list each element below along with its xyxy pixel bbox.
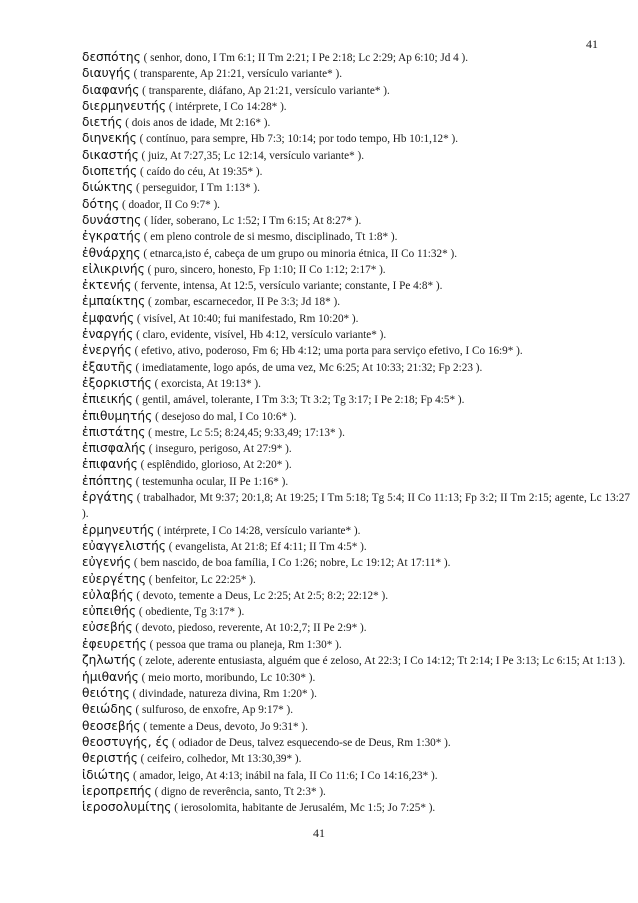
entry-definition: ( imediatamente, logo após, de uma vez, Mc 6:25; At 10:33; 21:32; Fp 2:23 ). <box>132 361 483 374</box>
entry-definition: ( intérprete, I Co 14:28, versículo variante* ). <box>154 524 361 537</box>
entry-definition: ( bem nascido, de boa família, I Co 1:26; nobre, Lc 19:12; At 17:11* ). <box>131 557 451 570</box>
entry-definition: ( sulfuroso, de enxofre, Ap 9:17* ). <box>132 704 294 717</box>
greek-headword: ἐπιφανής <box>82 457 138 472</box>
greek-headword: θεοσεβής <box>82 718 141 733</box>
entry-definition: ( transparente, diáfano, Ap 21:21, versículo variante* ). <box>139 84 390 97</box>
entry-definition: ( digno de reverência, santo, Tt 2:3* ). <box>151 785 326 798</box>
entry-definition: ( temente a Deus, devoto, Jo 9:31* ). <box>140 720 308 733</box>
glossary-entries <box>82 50 630 816</box>
greek-headword: θεριστής <box>82 751 138 766</box>
greek-headword: δότης <box>82 196 120 211</box>
entry-definition: ( puro, sincero, honesto, Fp 1:10; II Co 1:12; 2:17* ). <box>144 263 386 276</box>
greek-headword: ἰδιώτης <box>82 767 131 782</box>
entry-definition: ( transparente, Ap 21:21, versículo variante* ). <box>130 68 343 81</box>
entry-definition: ( esplêndido, glorioso, At 2:20* ). <box>137 459 292 472</box>
entry-definition: ( fervente, intensa, At 12:5, versículo variante; constante, I Pe 4:8* ). <box>131 280 443 293</box>
entry-definition: ( zelote, aderente entusiasta, alguém que é zeloso, At 22:3; I Co 14:12; Tt 2:14; I Pe 3:13; Lc 6:15; At 1:13 ). <box>136 654 626 667</box>
greek-headword: διαυγής <box>82 66 131 81</box>
glossary-entry <box>82 376 630 392</box>
greek-headword: ἐκτενής <box>82 278 132 293</box>
greek-headword: εὐπειθής <box>82 604 137 619</box>
glossary-entry <box>82 620 630 636</box>
entry-definition: ( odiador de Deus, talvez esquecendo-se de Deus, Rm 1:30* ). <box>169 736 451 749</box>
entry-definition: ( ceifeiro, colhedor, Mt 13:30,39* ). <box>137 753 302 766</box>
glossary-entry <box>82 294 630 310</box>
glossary-entry <box>82 115 630 131</box>
greek-headword: δεσπότης <box>82 50 141 64</box>
entry-definition: ( devoto, piedoso, reverente, At 10:2,7; II Pe 2:9* ). <box>132 622 367 635</box>
greek-headword: διερμηνευτής <box>82 98 167 113</box>
glossary-entry <box>82 392 630 408</box>
greek-headword: θειώδης <box>82 702 133 717</box>
greek-headword: ἐπιθυμητής <box>82 408 153 423</box>
glossary-entry <box>82 311 630 327</box>
glossary-entry <box>82 278 630 294</box>
glossary-entry <box>82 441 630 457</box>
entry-definition: ( etnarca,isto é, cabeça de um grupo ou minoria étnica, II Co 11:32* ). <box>140 247 457 260</box>
entry-definition: ( claro, evidente, visível, Hb 4:12, versículo variante* ). <box>133 329 387 342</box>
entry-definition: ( dois anos de idade, Mt 2:16* ). <box>122 117 271 130</box>
entry-definition: ( meio morto, moribundo, Lc 10:30* ). <box>138 671 316 684</box>
glossary-entry <box>82 457 630 473</box>
entry-definition: ( senhor, dono, I Tm 6:1; II Tm 2:21; I Pe 2:18; Lc 2:29; Ap 6:10; Jd 4 ). <box>140 52 469 64</box>
glossary-entry <box>82 229 630 245</box>
page-number-bottom: 41 <box>313 826 325 840</box>
glossary-entry <box>82 490 630 523</box>
glossary-entry <box>82 686 630 702</box>
glossary-entry <box>82 702 630 718</box>
entry-definition: ( em pleno controle de si mesmo, disciplinado, Tt 1:8* ). <box>140 231 398 244</box>
glossary-entry <box>82 343 630 359</box>
greek-headword: εὐλαβής <box>82 587 134 602</box>
entry-definition: ( mestre, Lc 5:5; 8:24,45; 9:33,49; 17:13* ). <box>145 426 345 439</box>
glossary-entry <box>82 131 630 147</box>
entry-definition: ( testemunha ocular, II Pe 1:16* ). <box>132 475 289 488</box>
glossary-entry <box>82 99 630 115</box>
glossary-entry <box>82 572 630 588</box>
entry-definition: ( ierosolomita, habitante de Jerusalém, Mc 1:5; Jo 7:25* ). <box>171 802 436 815</box>
entry-definition: ( caído do céu, At 19:35* ). <box>137 166 263 179</box>
greek-headword: εὐγενής <box>82 555 132 570</box>
entry-definition: ( líder, soberano, Lc 1:52; I Tm 6:15; At 8:27* ). <box>141 214 362 227</box>
glossary-entry <box>82 637 630 653</box>
greek-headword: ἐναργής <box>82 327 134 342</box>
greek-headword: διοπετής <box>82 164 138 179</box>
greek-headword: ἐμφανής <box>82 310 135 325</box>
greek-headword: ἐπιστάτης <box>82 424 146 439</box>
glossary-entry <box>82 148 630 164</box>
greek-headword: θειότης <box>82 686 130 701</box>
greek-headword: διετής <box>82 115 123 130</box>
glossary-entry <box>82 604 630 620</box>
greek-headword: διώκτης <box>82 180 134 195</box>
greek-headword: ἡμιθανής <box>82 669 139 684</box>
glossary-entry <box>82 768 630 784</box>
entry-definition: ( intérprete, I Co 14:28* ). <box>166 100 287 113</box>
greek-headword: ἐφευρετής <box>82 636 147 651</box>
entry-definition: ( juiz, At 7:27,35; Lc 12:14, versículo variante* ). <box>138 149 365 162</box>
glossary-entry <box>82 327 630 343</box>
entry-definition: ( desejoso do mal, I Co 10:6* ). <box>152 410 297 423</box>
entry-definition: ( divindade, natureza divina, Rm 1:20* ). <box>129 688 317 701</box>
glossary-entry <box>82 735 630 751</box>
greek-headword: δυνάστης <box>82 212 142 227</box>
greek-headword: ἐμπαίκτης <box>82 294 146 309</box>
glossary-entry <box>82 164 630 180</box>
glossary-entry <box>82 425 630 441</box>
glossary-entry <box>82 66 630 82</box>
glossary-entry <box>82 50 630 66</box>
entry-definition: ( contínuo, para sempre, Hb 7:3; 10:14; por todo tempo, Hb 10:1,12* ). <box>136 133 459 146</box>
greek-headword: ἱεροπρεπής <box>82 783 152 798</box>
glossary-entry <box>82 555 630 571</box>
greek-headword: ἐξαυτῆς <box>82 359 133 374</box>
greek-headword: ζηλωτής <box>82 652 136 667</box>
greek-headword: ἐνεργής <box>82 343 132 358</box>
entry-definition: ( pessoa que trama ou planeja, Rm 1:30* ). <box>146 638 342 651</box>
glossary-entry <box>82 751 630 767</box>
glossary-entry <box>82 670 630 686</box>
glossary-entry <box>82 523 630 539</box>
entry-definition: ( perseguidor, I Tm 1:13* ). <box>133 182 260 195</box>
entry-definition: ( devoto, temente a Deus, Lc 2:25; At 2:5; 8:2; 22:12* ). <box>133 589 389 602</box>
glossary-entry <box>82 180 630 196</box>
greek-headword: ἐπισφαλής <box>82 441 146 456</box>
glossary-entry <box>82 588 630 604</box>
greek-headword: εὐαγγελιστής <box>82 538 166 553</box>
glossary-entry <box>82 262 630 278</box>
entry-definition: ( efetivo, ativo, poderoso, Fm 6; Hb 4:12; uma porta para serviço efetivo, I Co 16:9* ). <box>131 345 523 358</box>
greek-headword: ἐπόπτης <box>82 473 133 488</box>
greek-headword: δικαστής <box>82 147 139 162</box>
glossary-entry <box>82 539 630 555</box>
glossary-entry <box>82 197 630 213</box>
glossary-entry <box>82 800 630 816</box>
greek-headword: ἐξορκιστής <box>82 375 152 390</box>
glossary-entry <box>82 246 630 262</box>
entry-definition: ( amador, leigo, At 4:13; inábil na fala, II Co 11:6; I Co 14:16,23* ). <box>130 769 438 782</box>
greek-headword: εὐσεβής <box>82 620 133 635</box>
greek-headword: ἐπιεικής <box>82 392 133 407</box>
greek-headword: θεοστυγής, ές <box>82 734 170 749</box>
greek-headword: εἰλικρινής <box>82 261 145 276</box>
glossary-entry <box>82 653 630 670</box>
greek-headword: εὐεργέτης <box>82 571 146 586</box>
greek-headword: ἑρμηνευτής <box>82 522 155 537</box>
entry-definition: ( inseguro, perigoso, At 27:9* ). <box>145 443 292 456</box>
entry-definition: ( doador, II Co 9:7* ). <box>119 198 220 211</box>
glossary-entry <box>82 409 630 425</box>
greek-headword: ἱεροσολυμίτης <box>82 800 172 815</box>
glossary-entry <box>82 474 630 490</box>
entry-definition: ( obediente, Tg 3:17* ). <box>136 606 245 619</box>
entry-definition: ( gentil, amável, tolerante, I Tm 3:3; Tt 3:2; Tg 3:17; I Pe 2:18; Fp 4:5* ). <box>132 394 465 407</box>
entry-definition: ( visível, At 10:40; fui manifestado, Rm 10:20* ). <box>134 312 359 325</box>
entry-definition: ( zombar, escarnecedor, II Pe 3:3; Jd 18* ). <box>145 296 341 309</box>
glossary-entry <box>82 784 630 800</box>
page-number-top: 41 <box>586 37 598 51</box>
entry-definition: ( exorcista, At 19:13* ). <box>151 377 261 390</box>
greek-headword: διαφανής <box>82 82 140 97</box>
entry-definition: ( trabalhador, Mt 9:37; 20:1,8; At 19:25; I Tm 5:18; Tg 5:4; II Co 11:13; Fp 3:2; II Tm 2:15; agente, Lc 13:27 ). <box>82 492 630 520</box>
greek-headword: ἐγκρατής <box>82 229 141 244</box>
greek-headword: διηνεκής <box>82 131 137 146</box>
greek-headword: ἐθνάρχης <box>82 245 141 260</box>
greek-headword: ἐργάτης <box>82 490 134 505</box>
glossary-entry <box>82 719 630 735</box>
entry-definition: ( evangelista, At 21:8; Ef 4:11; II Tm 4:5* ). <box>165 540 367 553</box>
glossary-entry <box>82 213 630 229</box>
entry-definition: ( benfeitor, Lc 22:25* ). <box>145 573 256 586</box>
glossary-entry <box>82 360 630 376</box>
glossary-entry <box>82 83 630 99</box>
